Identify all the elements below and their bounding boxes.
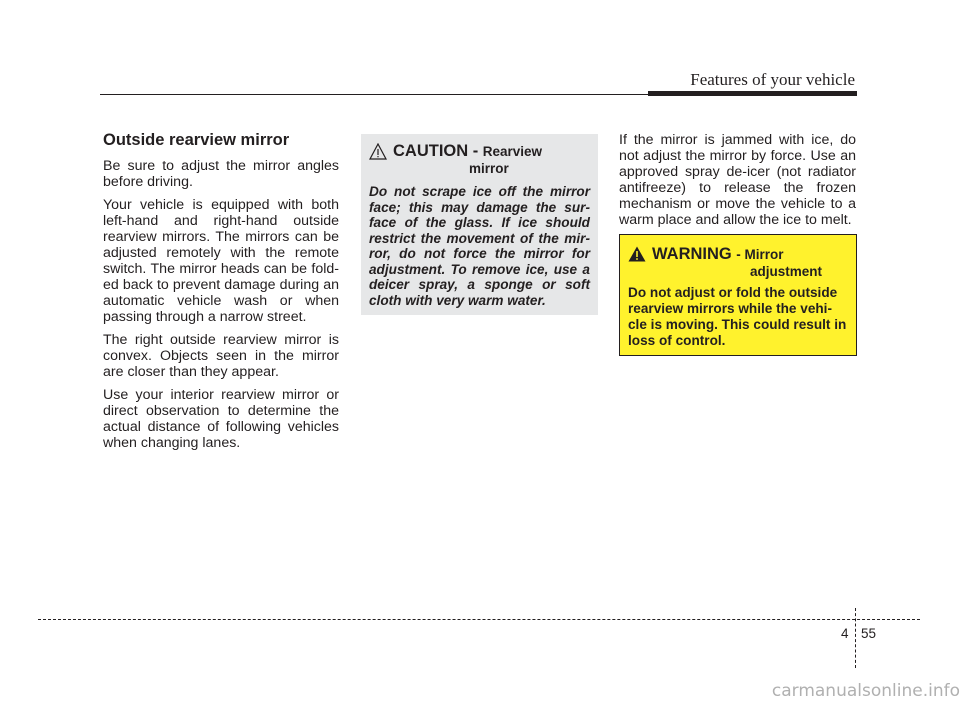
caution-label: CAUTION - <box>393 142 479 160</box>
footer-rule <box>38 619 920 620</box>
caution-subject-continued: mirror <box>469 161 509 176</box>
warning-text: Do not adjust or fold the outside rearview mirrors while the vehi-cle is moving. This could result in loss of control. <box>628 285 847 348</box>
caution-subject: Rearview <box>482 144 542 159</box>
watermark: carmanualsonline.info <box>771 681 960 701</box>
warning-header <box>628 245 848 264</box>
warning-subject-continued: adjustment <box>750 264 823 279</box>
paragraph: Be sure to adjust the mirror angles before driving. <box>103 158 339 190</box>
left-column <box>103 132 339 458</box>
section-title: Outside rearview mirror <box>103 131 290 149</box>
right-paragraph: If the mirror is jammed with ice, do not adjust the mirror by force. Use an approved spray de-icer (not radiator antifreeze) to release the frozen mechanism or move the vehicle to a warm place and allow the ice to melt. <box>619 132 856 228</box>
warning-triangle-icon <box>628 246 646 262</box>
warning-label: WARNING <box>652 245 732 263</box>
caution-triangle-icon <box>369 143 387 160</box>
chapter-number: 4 <box>841 626 849 641</box>
header-rule-accent <box>648 91 857 96</box>
caution-header <box>369 142 590 161</box>
page-header-title: Features of your vehicle <box>690 70 855 89</box>
page-number: 55 <box>861 626 877 641</box>
warning-box <box>619 234 857 356</box>
footer-divider <box>855 608 856 668</box>
paragraph: The right outside rearview mirror is convex. Objects seen in the mirror are closer than they appear. <box>103 332 339 380</box>
paragraph: Your vehicle is equipped with both left-hand and right-hand outside rearview mirrors. The mirrors can be adjusted remotely with the remote switch. The mirror heads can be fold-ed back to prevent damage during an automatic vehicle wash or when passing through a narrow street. <box>103 197 339 325</box>
caution-box <box>361 134 598 315</box>
paragraph: Use your interior rearview mirror or direct observation to determine the actual distance of following vehicles when changing lanes. <box>103 387 339 451</box>
caution-text: Do not scrape ice off the mirror face; this may damage the sur-face of the glass. If ice should restrict the movement of the mir-ror, do not force the mirror for adjustment. To remove ice, use a deicer spray, a sponge or soft cloth with very warm water. <box>369 184 590 308</box>
warning-subject: - Mirror <box>736 247 784 262</box>
